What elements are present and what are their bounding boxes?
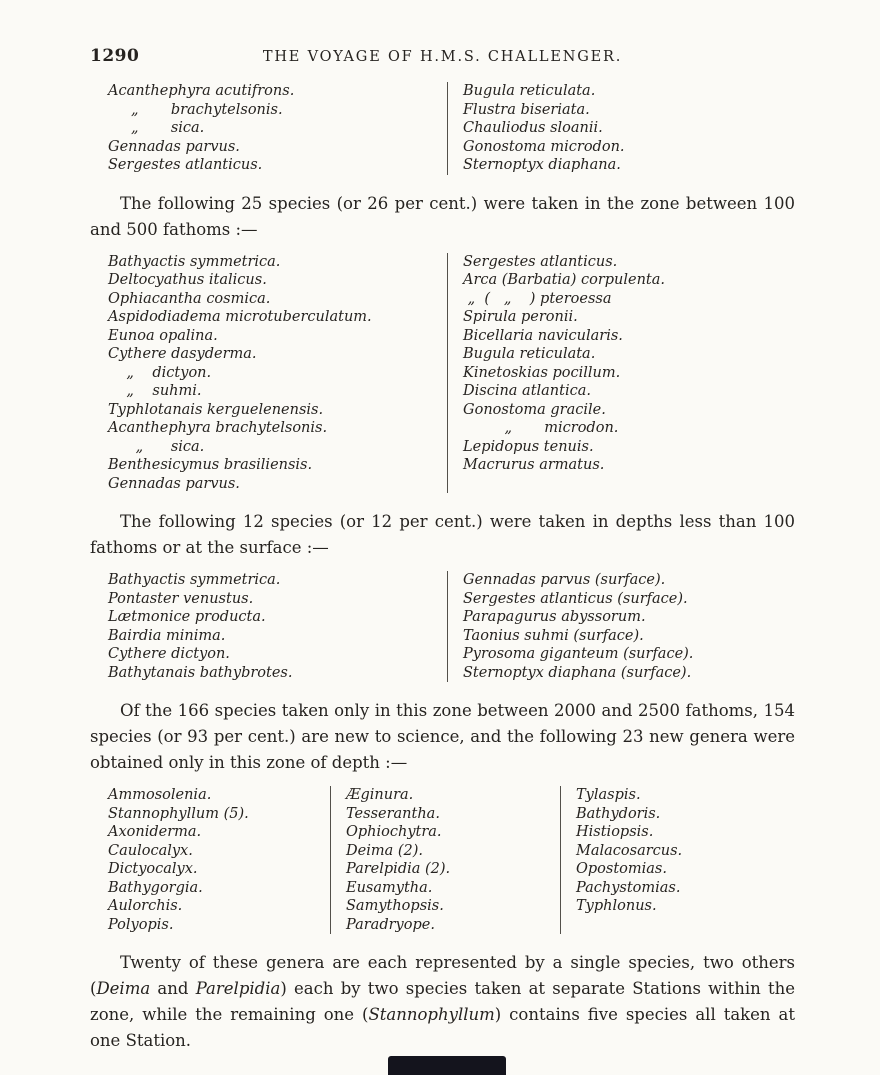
- species-item: Macrurus armatus.: [463, 457, 605, 473]
- species-item: Aspidodiadema microtuberculatum.: [108, 309, 372, 325]
- species-item: Cythere dictyon.: [108, 646, 230, 662]
- species-item: Bathyactis symmetrica.: [108, 572, 281, 588]
- species-item: Acanthephyra acutifrons.: [108, 83, 295, 99]
- species-item: Benthesicymus brasiliensis.: [108, 457, 313, 473]
- species-item: „ sica.: [108, 438, 205, 455]
- closing-text-1: Twenty of these genera are each represented by a single species, two others (: [90, 953, 795, 998]
- genus-stannophyllum: Stannophyllum: [368, 1005, 495, 1024]
- species-item: Typhlotanais kerguelenensis.: [108, 401, 324, 418]
- species-item: Sternoptyx diaphana (surface).: [463, 664, 692, 681]
- genera-column-2: [330, 786, 560, 934]
- species-item: Caulocalyx.: [108, 842, 193, 859]
- genera-column-1: [108, 786, 330, 934]
- species-list-100-500: [108, 253, 795, 494]
- species-item: Tylaspis.: [576, 787, 641, 803]
- species-list-3-left-column: [108, 571, 447, 682]
- species-item: Deima (2).: [346, 842, 423, 859]
- species-item: Eusamytha.: [346, 879, 433, 896]
- page-header: [90, 46, 795, 68]
- species-item: „ brachytelsonis.: [108, 101, 283, 118]
- closing-text-4: ) contains five species all taken at one Station.: [90, 1005, 795, 1050]
- running-title: THE VOYAGE OF H.M.S. CHALLENGER.: [262, 49, 623, 65]
- species-item: Acanthephyra brachytelsonis.: [108, 420, 328, 436]
- species-list-3-right-column: [447, 571, 795, 682]
- species-item: Bathygorgia.: [108, 879, 203, 896]
- species-item: Paradryope.: [346, 916, 435, 933]
- species-item: Typhlonus.: [576, 898, 657, 914]
- species-item: Malacosarcus.: [576, 842, 683, 859]
- species-item: Parelpidia (2).: [346, 861, 451, 877]
- species-item: Bathyactis symmetrica.: [108, 253, 281, 270]
- species-item: Sternoptyx diaphana.: [463, 157, 621, 173]
- species-item: Parapagurus abyssorum.: [463, 609, 646, 625]
- species-item: Kinetoskias pocillum.: [463, 364, 621, 381]
- closing-text-3: ) each by two species taken at separate Stations within the zone, while the remaining one (: [90, 979, 795, 1024]
- species-item: „ dictyon.: [108, 364, 212, 381]
- species-item: Gonostoma gracile.: [463, 401, 606, 418]
- species-item: Flustra biseriata.: [463, 101, 590, 118]
- page-number: 1290: [90, 46, 140, 66]
- species-item: Bathytanais bathybrotes.: [108, 664, 293, 681]
- species-item: Pachystomias.: [576, 879, 681, 896]
- species-item: Gonostoma microdon.: [463, 138, 625, 155]
- species-item: Eunoa opalina.: [108, 327, 218, 344]
- species-item: Stannophyllum (5).: [108, 805, 249, 822]
- species-item: Sergestes atlanticus.: [463, 253, 618, 270]
- paragraph-less-than-100-fathoms: The following 12 species (or 12 per cent.) were taken in depths less than 100 fathoms or at the surface :—: [90, 512, 795, 557]
- new-genera-list: [108, 786, 795, 934]
- species-list-1-right-column: [447, 82, 795, 175]
- species-item: Taonius suhmi (surface).: [463, 627, 644, 644]
- species-item: Sergestes atlanticus (surface).: [463, 590, 688, 607]
- species-item: Æginura.: [346, 787, 414, 803]
- species-item: Gennadas parvus (surface).: [463, 572, 666, 588]
- species-item: Polyopis.: [108, 916, 174, 933]
- species-item: Opostomias.: [576, 861, 667, 877]
- species-item: Dictyocalyx.: [108, 861, 198, 877]
- species-item: Bathydoris.: [576, 805, 661, 822]
- paragraph-new-genera: Of the 166 species taken only in this zone between 2000 and 2500 fathoms, 154 species (or 93 per cent.) are new to science, and the following 23 new genera were obtained only in this zone of depth :—: [90, 701, 795, 772]
- species-item: Arca (Barbatia) corpulenta.: [463, 272, 666, 288]
- paragraph-100-500-fathoms: The following 25 species (or 26 per cent.) were taken in the zone between 100 and 500 fathoms :—: [90, 193, 795, 239]
- species-item: Pontaster venustus.: [108, 590, 254, 607]
- species-item: Gennadas parvus.: [108, 138, 240, 155]
- species-item: Ophiacantha cosmica.: [108, 290, 271, 307]
- species-item: Samythopsis.: [346, 898, 444, 914]
- species-list-2000-2500: [108, 82, 795, 175]
- species-item: Bicellaria navicularis.: [463, 327, 623, 344]
- genera-column-3: [560, 786, 795, 934]
- species-item: Cythere dasyderma.: [108, 346, 257, 362]
- genus-deima: Deima: [96, 979, 151, 998]
- species-item: Pyrosoma giganteum (surface).: [463, 646, 694, 662]
- species-list-1-left-column: [108, 82, 447, 175]
- species-item: „ microdon.: [463, 420, 619, 436]
- species-item: Sergestes atlanticus.: [108, 157, 263, 173]
- species-item: Histiopsis.: [576, 824, 654, 840]
- scan-artifact-bottom: [388, 1056, 506, 1075]
- species-item: Ophiochytra.: [346, 824, 442, 840]
- paragraph-closing: [90, 950, 795, 1054]
- species-item: Deltocyathus italicus.: [108, 272, 267, 288]
- closing-text-2: and: [150, 979, 196, 998]
- species-list-surface: [108, 571, 795, 682]
- species-item: Lepidopus tenuis.: [463, 438, 594, 455]
- species-item: „ sica.: [108, 120, 205, 136]
- species-item: Axoniderma.: [108, 824, 202, 840]
- species-item: Chauliodus sloanii.: [463, 120, 603, 136]
- species-item: Bugula reticulata.: [463, 83, 596, 99]
- species-list-2-right-column: [447, 253, 795, 494]
- species-item: Aulorchis.: [108, 898, 183, 914]
- species-item: Discina atlantica.: [463, 383, 591, 399]
- species-item: Tesserantha.: [346, 805, 440, 822]
- species-item: Bairdia minima.: [108, 627, 226, 644]
- species-item: „ suhmi.: [108, 383, 202, 399]
- species-item: Ammosolenia.: [108, 787, 212, 803]
- species-item: Bugula reticulata.: [463, 346, 596, 362]
- species-item: „ ( „ ) pteroessa: [463, 290, 612, 307]
- genus-parelpidia: Parelpidia: [195, 979, 281, 998]
- species-item: Spirula peronii.: [463, 309, 578, 325]
- species-item: Gennadas parvus.: [108, 475, 240, 492]
- species-list-2-left-column: [108, 253, 447, 494]
- species-item: Lætmonice producta.: [108, 609, 266, 625]
